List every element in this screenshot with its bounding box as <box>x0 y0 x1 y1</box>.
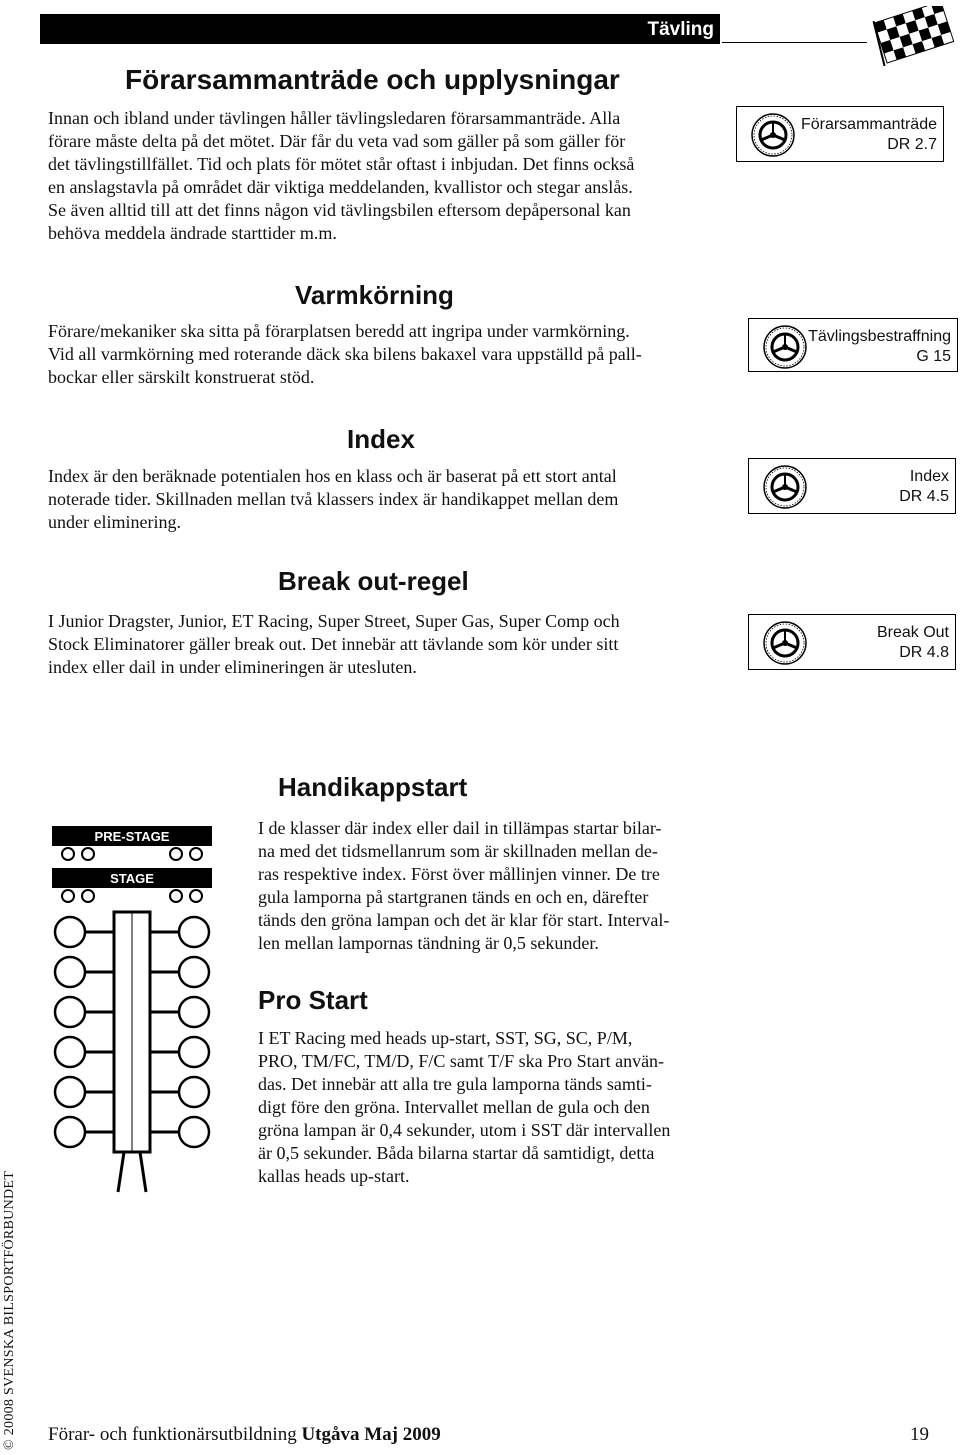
header-bar <box>40 14 720 44</box>
section-title-forarsammantrade: Förarsammanträde och upplysningar <box>125 64 620 95</box>
paragraph-index: Index är den beräknade potentialen hos en klass och är baserat på ett stort antal noterade tider. Skillnaden mellan två klassers index är handikappet mellan dem under eliminering. <box>48 466 619 532</box>
sbf-badge-icon <box>753 620 817 666</box>
sbf-badge-icon <box>753 464 817 510</box>
rule-reference-dr45: Index DR 4.5 <box>748 458 956 514</box>
paragraph-breakout: I Junior Dragster, Junior, ET Racing, Super Street, Super Gas, Super Comp och Stock Eliminatorer gäller break out. Det innebär att tävlande som kör under sitt index eller dail in under elimineringen är utesluten. <box>48 611 620 677</box>
copyright-sidebar: © 20008 SVENSKA BILSPORTFÖRBUNDET <box>2 1170 17 1450</box>
footer-text: Förar- och funktionärsutbildning Utgåva Maj 2009 <box>48 1424 441 1445</box>
rule-reference-g15: Tävlingsbestraffning G 15 <box>748 318 958 372</box>
rule-reference-dr27: Förarsammanträde DR 2.7 <box>736 106 944 162</box>
section-label: Tävling <box>620 16 720 44</box>
paragraph-forarsammantrade: Innan och ibland under tävlingen håller tävlingsledaren förarsammanträde. Alla förare måste delta på det mötet. Där får du veta vad som gäller på som gäller för det tävlingstillfället. Tid och plats för mötet står oftast i inbjudan. Det finns också en anslagstavla på området där viktiga meddelanden, kvallistor och stegar anslås. Se även alltid till att det finns någon vid tävlingsbilen eftersom depåpersonal kan behöva meddela ändrade starttider m.m. <box>48 108 635 243</box>
section-title-varmkorning: Varmkörning <box>295 280 454 310</box>
paragraph-varmkorning: Förare/mekaniker ska sitta på förarplatsen beredd att ingripa under varmkörning. Vid all varmkörning med roterande däck ska bilens bakaxel vara uppställd på pall- bockar eller särskilt konstruerat stöd. <box>48 321 642 387</box>
page-number: 19 <box>910 1424 929 1445</box>
section-title-prostart: Pro Start <box>258 985 368 1015</box>
section-title-breakout: Break out-regel <box>278 566 469 596</box>
section-title-index: Index <box>347 424 415 454</box>
paragraph-prostart: I ET Racing med heads up-start, SST, SG, SC, P/M, PRO, TM/FC, TM/D, F/C samt T/F ska Pro Start använ- das. Det innebär att alla tre gula lamporna tänds samti- digt före den gröna. Intervallet mellan de gula och den gröna lampan är 0,4 sekunder, utom i SST där intervallen är 0,5 sekunder. Båda bilarna startar då samtidigt, detta kallas heads up-start. <box>258 1028 671 1186</box>
prestage-label: PRE-STAGE <box>94 829 170 844</box>
stage-label: STAGE <box>110 871 154 886</box>
christmas-tree-illustration <box>48 822 220 1194</box>
checkered-flag-icon <box>866 6 958 66</box>
rule-reference-dr48: Break Out DR 4.8 <box>748 614 956 670</box>
header-rule <box>722 42 867 43</box>
sbf-badge-icon <box>741 112 805 158</box>
paragraph-handikappstart: I de klasser där index eller dail in tillämpas startar bilar- na med det tidsmellanrum som är skillnaden mellan de- ras respektive index. Först över mållinjen vinner. De tre gula lamporna på startgranen tänds en och en, därefter tänds den gröna lampan och det är klar för start. Interval- len mellan lampornas tändning är 0,5 sekunder. <box>258 818 670 953</box>
section-title-handikappstart: Handikappstart <box>278 772 468 802</box>
